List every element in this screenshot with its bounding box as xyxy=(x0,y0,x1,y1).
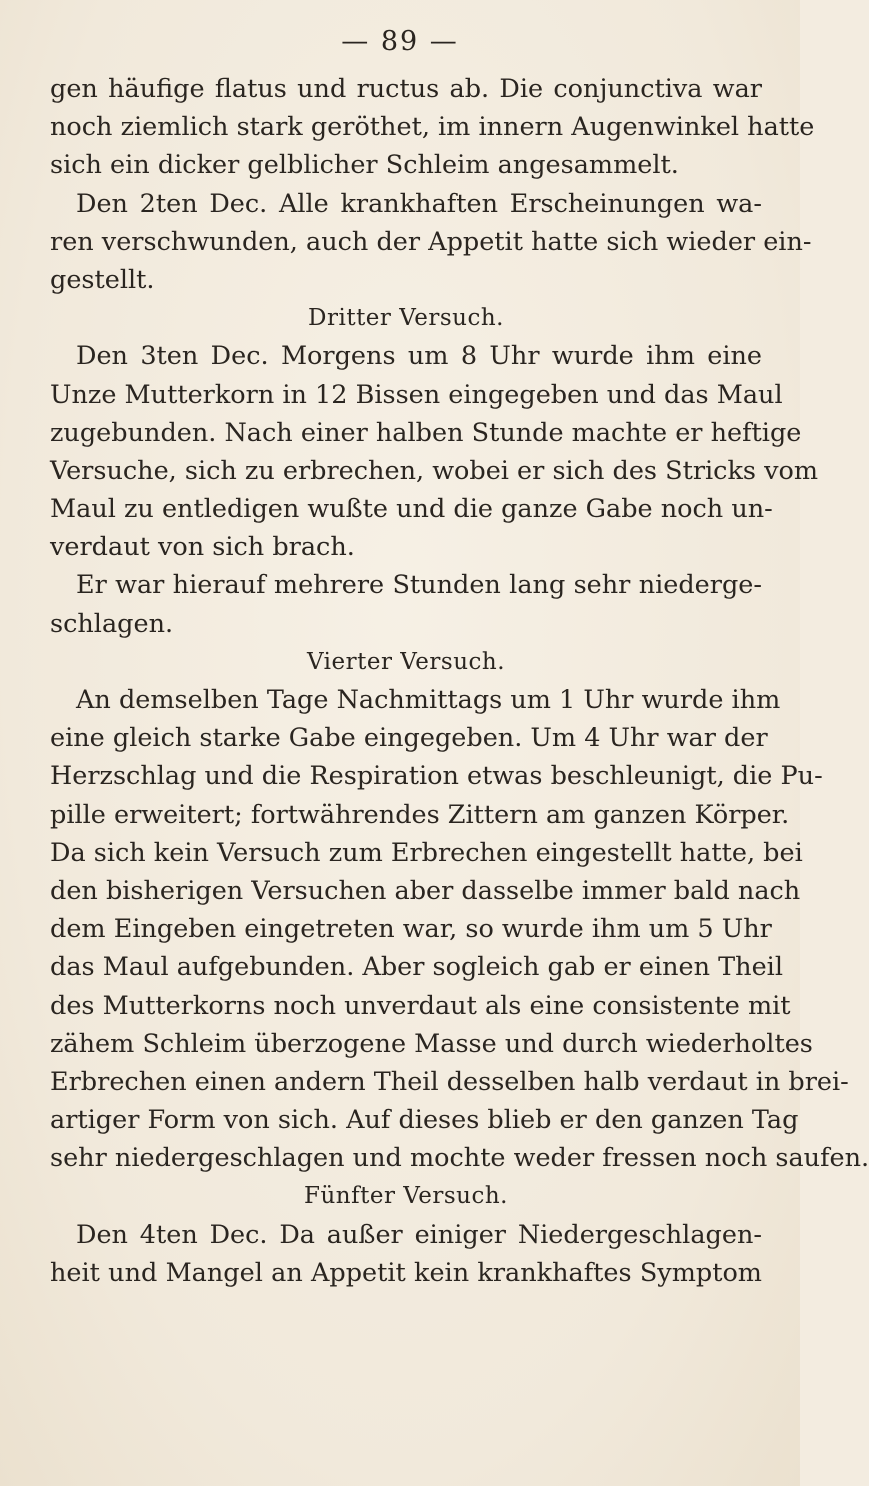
text-line: Versuche, sich zu erbrechen, wobei er sich des Stricks vom xyxy=(50,455,819,486)
section-heading: Dritter Versuch. xyxy=(308,305,504,332)
text-line: Erbrechen einen andern Theil desselben halb verdaut in brei- xyxy=(50,1066,849,1097)
page-number: — 89 — xyxy=(341,26,459,57)
text-line: artiger Form von sich. Auf dieses blieb er den ganzen Tag xyxy=(50,1105,799,1136)
text-line: heit und Mangel an Appetit kein krankhaftes Symptom xyxy=(50,1257,762,1288)
text-line: Maul zu entledigen wußte und die ganze Gabe noch un- xyxy=(50,494,773,525)
text-line: pille erweitert; fortwährendes Zittern am ganzen Körper. xyxy=(50,799,790,830)
text-line: den bisherigen Versuchen aber dasselbe immer bald nach xyxy=(50,875,801,906)
text-line: das Maul aufgebunden. Aber sogleich gab er einen Theil xyxy=(50,952,783,983)
text-line: Unze Mutterkorn in 12 Bissen eingegeben und das Maul xyxy=(50,379,783,410)
text-line: gestellt. xyxy=(50,264,155,295)
text-line: ren verschwunden, auch der Appetit hatte sich wieder ein- xyxy=(50,226,812,257)
text-line: des Mutterkorns noch unverdaut als eine consistente mit xyxy=(50,990,791,1021)
text-line: Den 3ten Dec. Morgens um 8 Uhr wurde ihm eine xyxy=(76,341,762,372)
text-line: verdaut von sich brach. xyxy=(50,532,355,563)
text-line: An demselben Tage Nachmittags um 1 Uhr wurde ihm xyxy=(76,685,781,715)
text-line: zähem Schleim überzogene Masse und durch wiederholtes xyxy=(50,1028,813,1059)
text-line: Da sich kein Versuch zum Erbrechen eingestellt hatte, bei xyxy=(50,837,803,868)
text-line: schlagen. xyxy=(50,608,174,639)
text-line: sehr niedergeschlagen und mochte weder fressen noch saufen. xyxy=(50,1143,869,1174)
text-line: sich ein dicker gelblicher Schleim angesammelt. xyxy=(50,150,679,181)
body-text xyxy=(50,70,869,1292)
text-line: zugebunden. Nach einer halben Stunde machte er heftige xyxy=(50,417,802,448)
text-line: gen häufige flatus und ructus ab. Die conjunctiva war xyxy=(50,74,762,104)
text-line: noch ziemlich stark geröthet, im innern Augenwinkel hatte xyxy=(50,112,815,143)
text-line: Herzschlag und die Respiration etwas beschleunigt, die Pu- xyxy=(50,761,823,792)
text-line: dem Eingeben eingetreten war, so wurde ihm um 5 Uhr xyxy=(50,914,772,945)
text-line: Er war hierauf mehrere Stunden lang sehr niederge- xyxy=(76,570,762,601)
text-line: eine gleich starke Gabe eingegeben. Um 4 Uhr war der xyxy=(50,723,768,754)
section-heading: Fünfter Versuch. xyxy=(304,1183,508,1210)
text-line: Den 4ten Dec. Da außer einiger Niedergeschlagen- xyxy=(76,1219,762,1250)
section-heading: Vierter Versuch. xyxy=(306,648,506,675)
text-line: Den 2ten Dec. Alle krankhaften Erscheinungen wa- xyxy=(76,188,762,219)
